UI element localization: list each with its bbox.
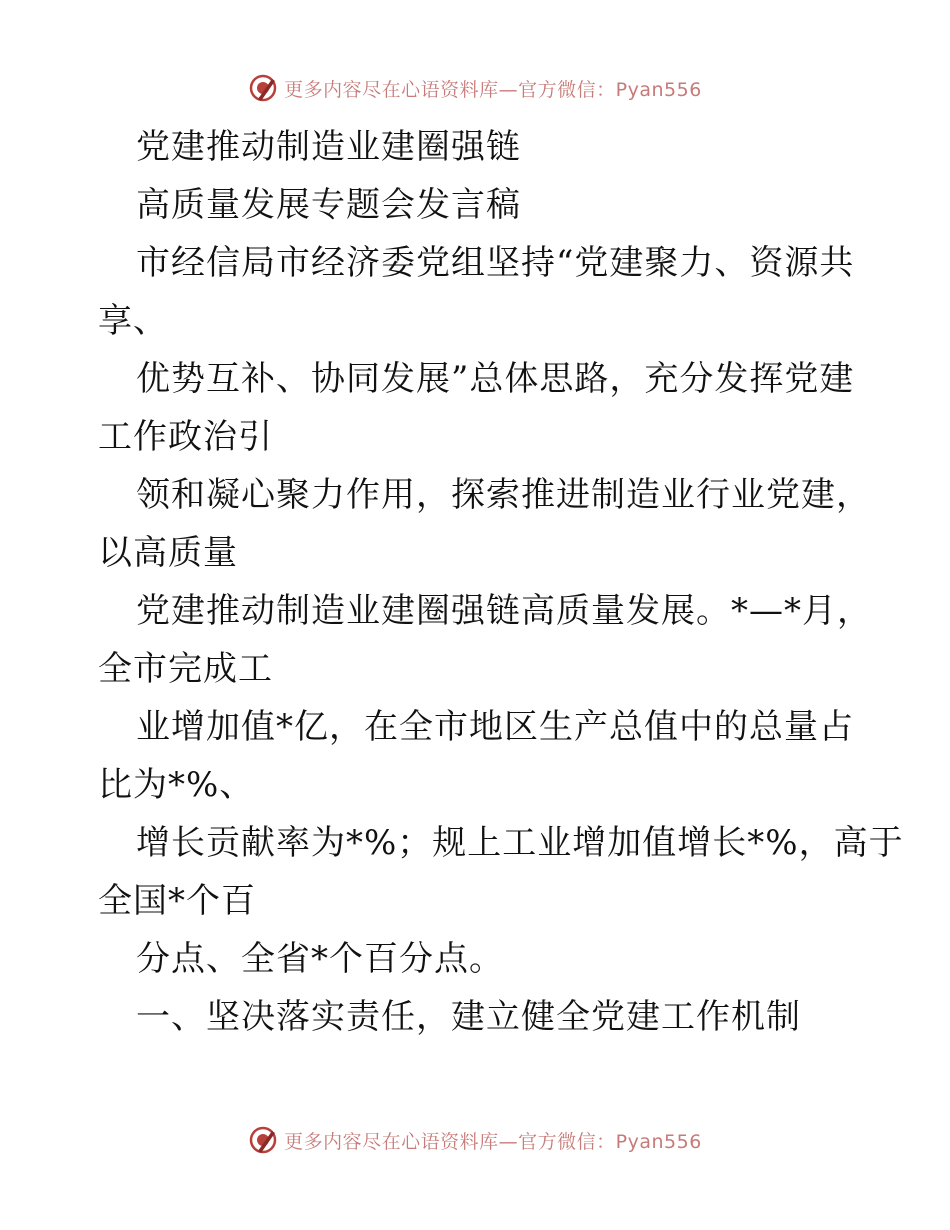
paragraph-line: 全市完成工	[98, 649, 273, 689]
paragraph-line: 全国*个百	[98, 881, 256, 921]
paragraph-line: 以高质量	[98, 533, 238, 573]
doc-title-line-1: 党建推动制造业建圈强链	[136, 127, 521, 167]
doc-title-line-2: 高质量发展专题会发言稿	[136, 185, 521, 225]
paragraph-line: 党建推动制造业建圈强链高质量发展。*—*月，	[136, 591, 872, 631]
paragraph-line: 享、	[98, 301, 168, 341]
paragraph-line: 市经信局市经济委党组坚持“党建聚力、资源共	[136, 243, 855, 283]
pen-logo-icon	[248, 1125, 278, 1155]
paragraph-line: 分点、全省*个百分点。	[136, 939, 504, 979]
header-watermark	[0, 68, 950, 108]
header-banner-text: 更多内容尽在心语资料库—官方微信：Pyan556	[284, 78, 702, 101]
document-body	[98, 118, 904, 1046]
paragraph-line: 比为*%、	[98, 765, 255, 805]
paragraph-line: 业增加值*亿，在全市地区生产总值中的总量占	[136, 707, 854, 747]
paragraph-line: 领和凝心聚力作用，探索推进制造业行业党建，	[136, 475, 871, 515]
paragraph-line: 增长贡献率为*%；规上工业增加值增长*%，高于	[136, 823, 904, 863]
footer-banner-text: 更多内容尽在心语资料库—官方微信：Pyan556	[284, 1130, 702, 1153]
section-heading: 一、坚决落实责任，建立健全党建工作机制	[136, 997, 801, 1037]
paragraph-line: 优势互补、协同发展”总体思路，充分发挥党建	[136, 359, 855, 399]
footer-watermark	[0, 1120, 950, 1160]
paragraph-line: 工作政治引	[98, 417, 273, 457]
pen-logo-icon	[248, 73, 278, 103]
